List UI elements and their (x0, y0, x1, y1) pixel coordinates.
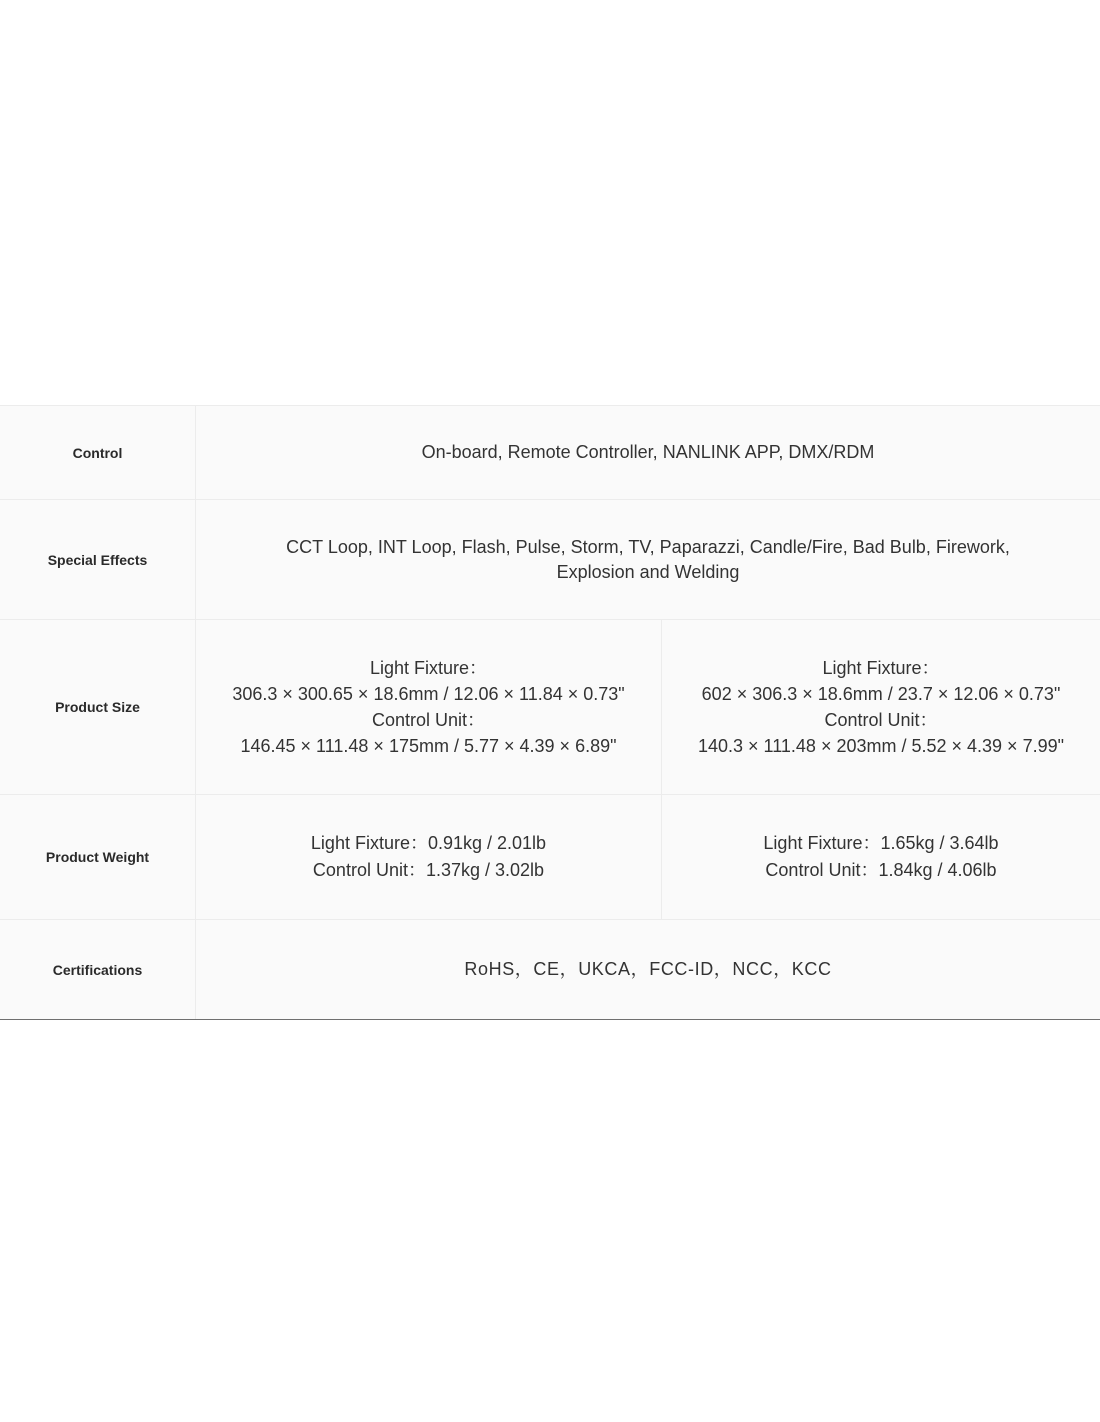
weight-line: Control Unit：1.37kg / 3.02lb (312, 860, 545, 880)
size-line: Light Fixture： (369, 658, 488, 678)
size-line: Control Unit： (371, 710, 486, 730)
weight-line: Control Unit：1.84kg / 4.06lb (765, 860, 997, 880)
row-value-product-weight (196, 795, 1100, 919)
spec-row-control (0, 406, 1100, 500)
special-effects-line: Explosion and Welding (556, 561, 740, 582)
row-value-certifications: RoHS，CE，UKCA，FCC-ID，NCC，KCC (464, 959, 832, 979)
size-line: 602 × 306.3 × 18.6mm / 23.7 × 12.06 × 0.73" (701, 684, 1061, 704)
row-value-special-effects (196, 500, 1100, 619)
spec-row-product-weight (0, 795, 1100, 920)
product-size-left-column (196, 620, 662, 794)
product-weight-left-column (196, 795, 662, 919)
spec-table (0, 405, 1100, 1020)
size-line: Light Fixture： (822, 658, 940, 678)
product-weight-right-column (662, 795, 1100, 919)
size-line: 306.3 × 300.65 × 18.6mm / 12.06 × 11.84 × 0.73" (232, 684, 625, 704)
product-size-right-column (662, 620, 1100, 794)
row-value-control: On-board, Remote Controller, NANLINK APP, DMX/RDM (421, 442, 875, 462)
size-line: 146.45 × 111.48 × 175mm / 5.77 × 4.39 × 6.89" (240, 736, 617, 756)
spec-row-product-size (0, 620, 1100, 795)
weight-line: Light Fixture：1.65kg / 3.64lb (763, 833, 999, 853)
row-label-product-size: Product Size (0, 620, 196, 794)
spec-row-certifications (0, 920, 1100, 1019)
row-label-product-weight: Product Weight (0, 795, 196, 919)
special-effects-line: CCT Loop, INT Loop, Flash, Pulse, Storm, TV, Paparazzi, Candle/Fire, Bad Bulb, Firework, (286, 536, 1010, 557)
weight-line: Light Fixture：0.91kg / 2.01lb (310, 833, 547, 853)
size-line: Control Unit： (824, 710, 938, 730)
row-value-product-size (196, 620, 1100, 794)
row-label-special-effects: Special Effects (0, 500, 196, 619)
size-line: 140.3 × 111.48 × 203mm / 5.52 × 4.39 × 7.99" (698, 736, 1064, 756)
spec-row-special-effects (0, 500, 1100, 620)
row-label-control: Control (0, 406, 196, 499)
row-label-certifications: Certifications (0, 920, 196, 1019)
